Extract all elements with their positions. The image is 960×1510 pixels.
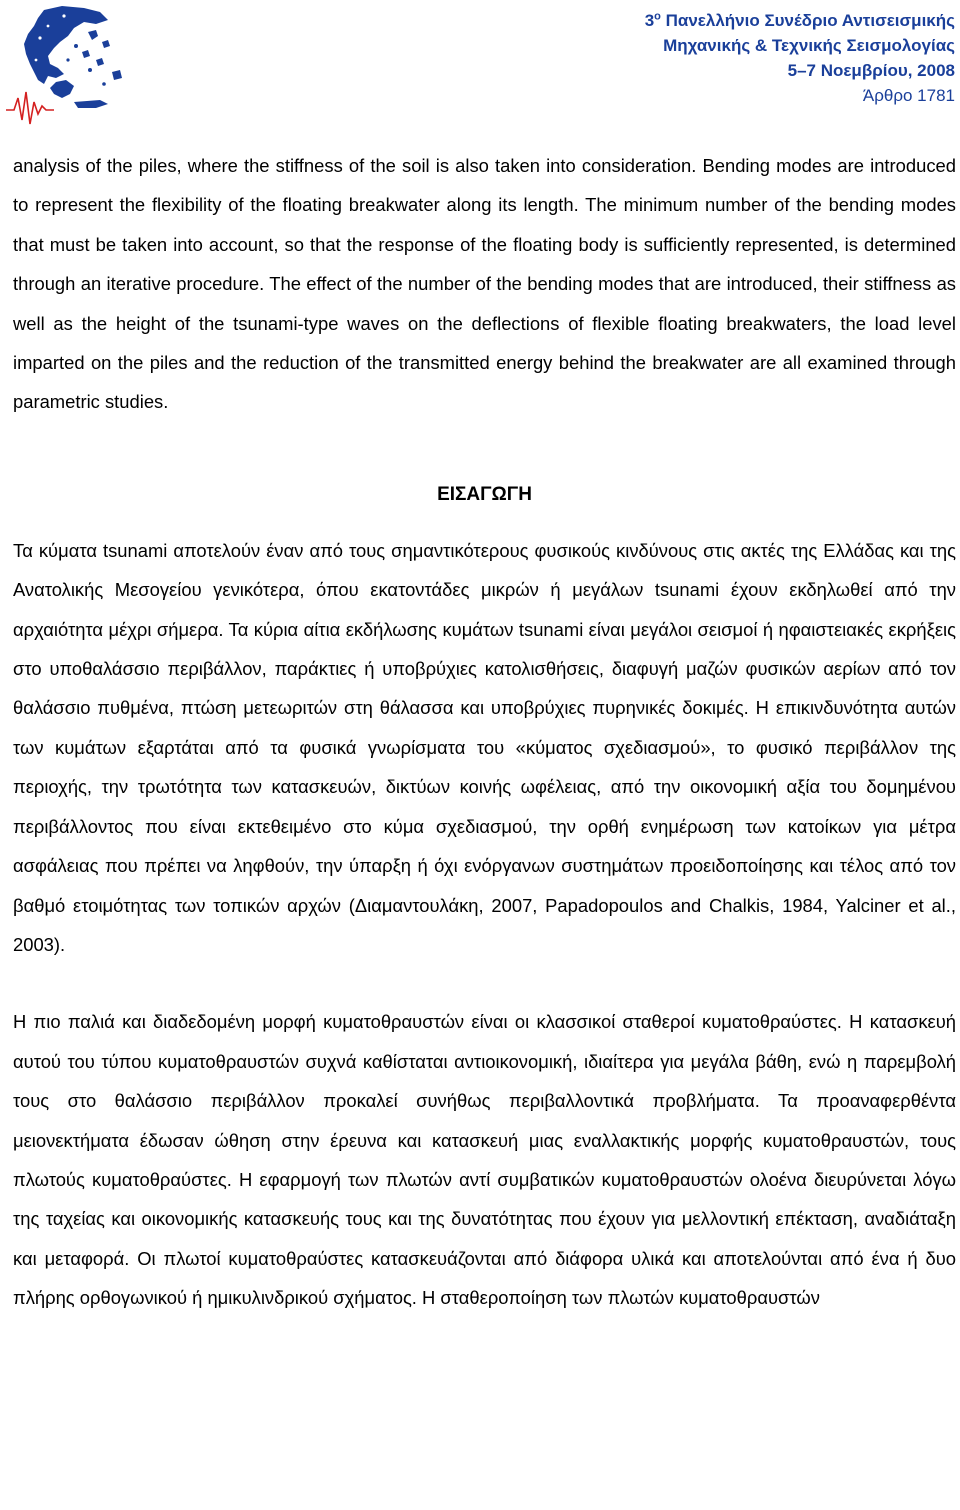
conference-logo — [4, 2, 132, 126]
page-header — [0, 0, 960, 130]
abstract-paragraph: analysis of the piles, where the stiffness of the soil is also taken into consideration. Bending modes are introduced to represent the flexibility of the floating breakwater along its length. The minimum number of the bending modes that must be taken into account, so that the response of the floating body is sufficiently represented, is determined through an iterative procedure. The effect of the number of the bending modes that are introduced, their stiffness as well as the height of the tsunami-type waves on the deflections of flexible floating breakwaters, the load level imparted on the piles and the reduction of the transmitted energy behind the breakwater are all examined through parametric studies. — [13, 155, 956, 413]
seismogram-icon — [6, 92, 54, 124]
conference-title-rest: Πανελλήνιο Συνέδριο Αντισεισμικής — [665, 11, 955, 30]
intro-paragraph-2: Η πιο παλιά και διαδεδομένη μορφή κυματοθραυστών είναι οι κλασσικοί σταθεροί κυματοθραύστες. Η κατασκευή αυτού του τύπου κυματοθραυστών συχνά καθίσταται αντιοικονομική, ιδιαίτερα για μεγάλα βάθη, ενώ η παρεμβολή τους στο θαλάσσιο περιβάλλον προκαλεί συνήθως περιβαλλοντικά προβλήματα. Τα προαναφερθέντα μειονεκτήματα έδωσαν ώθηση στην έρευνα και κατασκευή μιας εναλλακτικής μορφής κυματοθραυστών, τους πλωτούς κυματοθραύστες. Η εφαρμογή των πλωτών αντί συμβατικών κυματοθραυστών ολοένα διευρύνεται λόγω της ταχείας και οικονομικής κατασκευής τους και της δυνατότητας που έχουν για μελλοντική επέκταση, αναδιάταξη και μεταφορά. Οι πλωτοί κυματοθραύστες κατασκευάζονται από διάφορα υλικά και αποτελούνται από ένα ή δυο πλήρης ορθογωνικού ή ημικυλινδρικού σχήματος. Η σταθεροποίηση των πλωτών κυματοθραυστών — [13, 1011, 956, 1309]
conference-dates: 5–7 Νοεμβρίου, 2008 — [787, 61, 955, 80]
conference-ordinal-superscript: ο — [654, 10, 661, 23]
intro-paragraph-1: Τα κύματα tsunami αποτελούν έναν από τους σημαντικότερους φυσικούς κινδύνους στις ακτές της Ελλάδας και της Ανατολικής Μεσογείου γενικότερα, όπου εκατοντάδες μικρών ή μεγάλων tsunami έχουν εκδηλωθεί από την αρχαιότητα μέχρι σήμερα. Τα κύρια αίτια εκδήλωσης κυμάτων tsunami είναι μεγάλοι σεισμοί ή ηφαιστειακές εκρήξεις στο υποθαλάσσιο περιβάλλον, παράκτιες ή υποβρύχιες κατολισθήσεις, διαφυγή μαζών φυσικών αερίων από τον θαλάσσιο πυθμένα, πτώση μετεωριτών στη θάλασσα και υποβρύχιες πυρηνικές δοκιμές. Η επικινδυνότητα αυτών των κυμάτων εξαρτάται από τα φυσικά γνωρίσματα του «κύματος σχεδιασμού», το φυσικό περιβάλλον της περιοχής, την τρωτότητα των κατασκευών, δικτύων κοινής ωφέλειας, από την οικονομική αξία του δομημένου περιβάλλοντος που είναι εκτεθειμένο στο κύμα σχεδιασμού, την ορθή ενημέρωση των κατοίκων για μέτρα ασφάλειας που πρέπει να ληφθούν, την ύπαρξη ή όχι ενόργανων συστημάτων προειδοποίησης και τέλος από τον βαθμό ετοιμότητας των τοπικών αρχών (Διαμαντουλάκη, 2007, Papadopoulos and Chalkis, 1984, Yalciner et al., 2003). — [13, 539, 956, 955]
paper-body — [13, 146, 956, 1318]
greece-map-icon — [24, 6, 122, 108]
paragraph-gap — [13, 964, 956, 1002]
conference-info — [645, 8, 955, 108]
section-title: ΕΙΣΑΓΩΓΗ — [437, 483, 532, 505]
conference-ordinal: 3 — [644, 11, 655, 30]
article-number: Άρθρο 1781 — [862, 86, 955, 105]
conference-title-line-2: Μηχανικής & Τεχνικής Σεισμολογίας — [663, 36, 955, 55]
conference-title-line-1 — [645, 8, 955, 33]
